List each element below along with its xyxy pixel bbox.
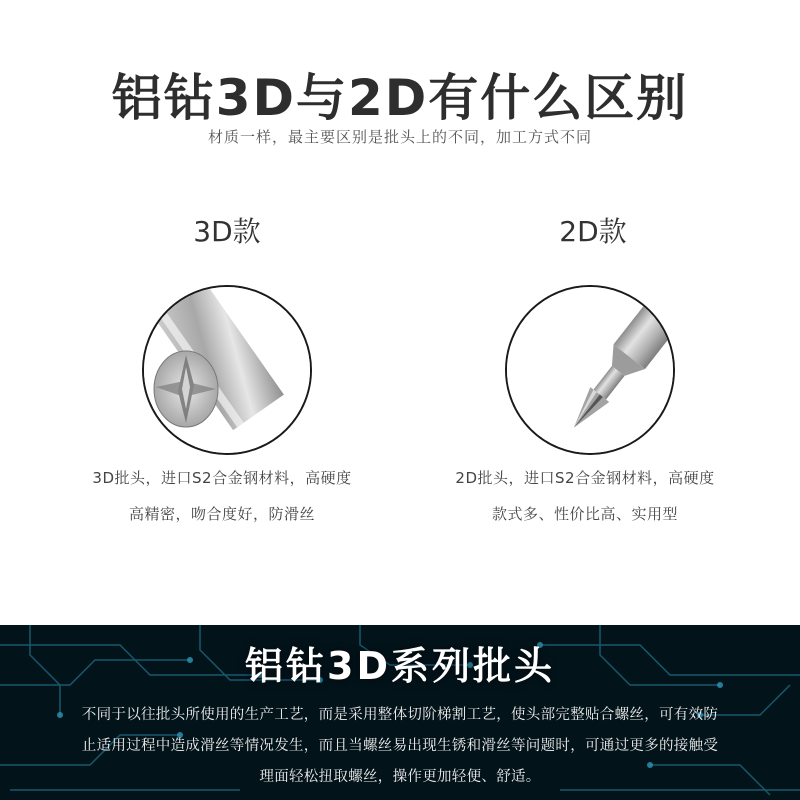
banner-line-3: 理面轻松扭取螺丝，操作更加轻便、舒适。 bbox=[259, 769, 541, 785]
2d-description-line-2: 款式多、性价比高、实用型 bbox=[491, 505, 678, 523]
banner-title: 铝钻3D系列批头 bbox=[245, 644, 555, 688]
3d-description-line-1: 3D批头，进口S2合金钢材料，高硬度 bbox=[92, 469, 352, 487]
series-banner bbox=[0, 625, 800, 800]
product-label-3d: 3D款 bbox=[193, 215, 261, 248]
3d-bit-illustration bbox=[144, 287, 312, 455]
2d-description-line-1: 2D批头，进口S2合金钢材料，高硬度 bbox=[455, 469, 715, 487]
banner-line-2: 止适用过程中造成滑丝等情况发生，而且当螺丝易出现生锈和滑丝等问题时，可通过更多的接触受 bbox=[81, 738, 719, 754]
3d-bit-image bbox=[142, 285, 312, 455]
page-title: 铝钻3D与2D有什么区别 bbox=[111, 69, 689, 127]
page-subtitle: 材质一样，最主要区别是批头上的不同，加工方式不同 bbox=[207, 128, 592, 146]
3d-description bbox=[52, 460, 392, 532]
product-label-2d: 2D款 bbox=[559, 215, 627, 248]
banner-line-1: 不同于以往批头所使用的生产工艺，而是采用整体切阶梯割工艺，使头部完整贴合螺丝，可有效防 bbox=[81, 707, 719, 723]
2d-bit-illustration bbox=[507, 287, 675, 455]
2d-description bbox=[415, 460, 755, 532]
2d-bit-image bbox=[505, 285, 675, 455]
banner-description bbox=[14, 700, 786, 793]
3d-description-line-2: 高精密，吻合度好，防滑丝 bbox=[128, 505, 315, 523]
